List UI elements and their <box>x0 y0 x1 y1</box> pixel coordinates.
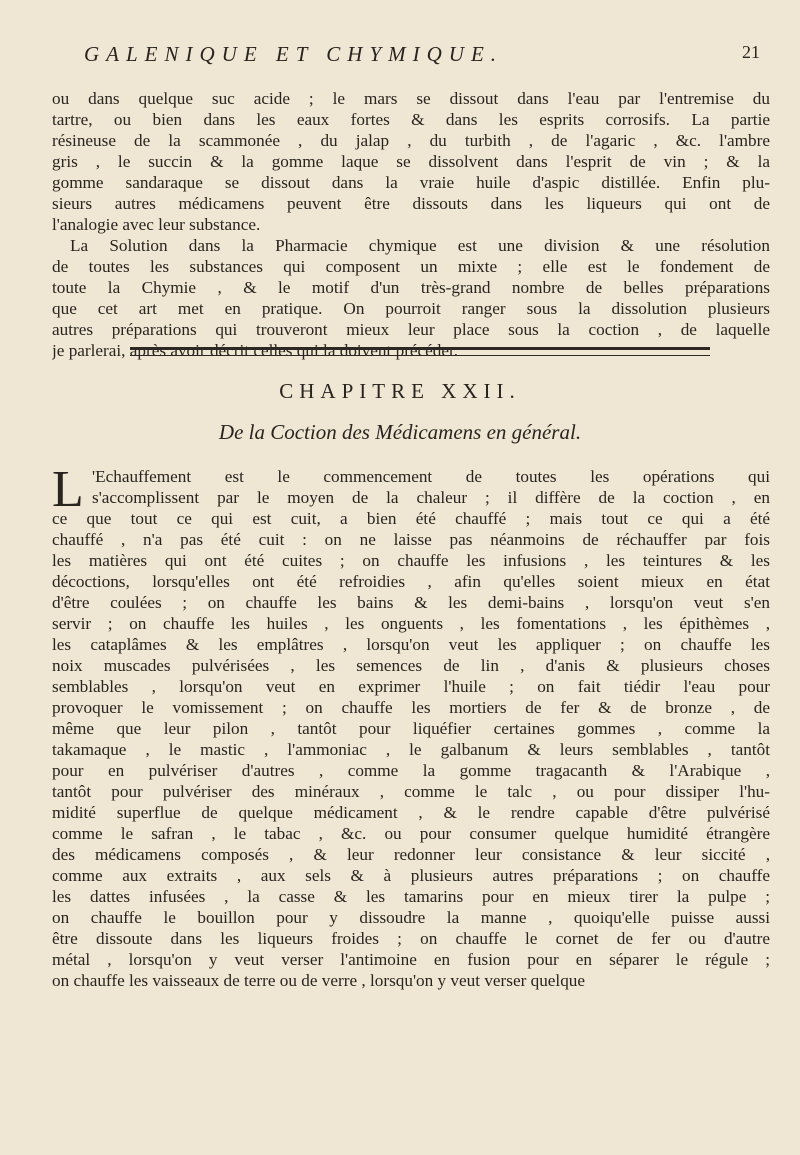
text-line: midité superflue de quelque médicament , & le rendre capable d'être pulvérisé <box>52 803 770 822</box>
text-line: ou dans quelque suc acide ; le mars se dissout dans l'eau par l'entremise du <box>52 89 770 108</box>
chapter-heading: CHAPITRE XXII. <box>279 379 521 403</box>
text-line: des médicamens composés , & leur redonner leur consistance & leur siccité , <box>52 845 770 864</box>
text-line: chauffé , n'a pas été cuit : on ne laisse pas néanmoins de réchauffer par fois <box>52 530 770 549</box>
text-line: les dattes infusées , la casse & les tamarins pour en mieux tirer la pulpe ; <box>52 887 770 906</box>
text-line: sieurs autres médicamens peuvent être dissouts dans les liqueurs qui ont de <box>52 194 770 213</box>
paragraph-solution <box>52 235 770 361</box>
text-line: comme aux extraits , aux sels & à plusieurs autres préparations ; on chauffe <box>52 866 770 885</box>
text-line: tartre, ou bien dans les eaux fortes & dans les esprits corrosifs. La partie <box>52 110 770 129</box>
text-line: les cataplâmes & les emplâtres , lorsqu'on veut les appliquer ; on chauffe les <box>52 635 770 654</box>
text-line: takamaque , le mastic , l'ammoniac , le galbanum & leurs semblables , tantôt <box>52 740 770 759</box>
text-line: on chauffe les vaisseaux de terre ou de verre , lorsqu'on y veut verser quelque <box>52 971 586 990</box>
text-line: comme le safran , le tabac , &c. ou pour consumer quelque humidité étrangère <box>52 824 770 843</box>
text-line: servir ; on chauffe les huiles , les onguents , les fomentations , les épithèmes , <box>52 614 770 633</box>
text-line: résineuse de la scammonée , du jalap , du turbith , de l'agaric , &c. l'ambre <box>52 131 770 150</box>
text-line: autres préparations qui trouveront mieux leur place sous la coction , de laquelle <box>52 320 770 339</box>
text-line: gris , le succin & la gomme laque se dissolvent dans l'esprit de vin ; & la <box>52 152 770 171</box>
text-line: tantôt pour pulvériser des minéraux , comme le talc , ou pour dissiper l'hu- <box>52 782 770 801</box>
text-line: s'accomplissent par le moyen de la chaleur ; il diffère de la coction , en <box>92 488 770 507</box>
text-line: l'analogie avec leur substance. <box>52 215 261 234</box>
text-line: La Solution dans la Pharmacie chymique est une division & une résolution <box>70 236 770 255</box>
text-line: noix muscades pulvérisées , les semences de lin , d'anis & plusieurs choses <box>52 656 770 675</box>
text-line: être dissoute dans les liqueurs froides ; on chauffe le cornet de fer ou d'autre <box>52 929 770 948</box>
text-line: provoquer le vomissement ; on chauffe les mortiers de fer & de bronze , de <box>52 698 770 717</box>
page-number: 21 <box>742 42 760 62</box>
text-line: d'être coulées ; on chauffe les bains & les demi-bains , lorsqu'on veut s'en <box>52 593 770 612</box>
text-line: décoctions, lorsqu'elles ont été refroidies , afin qu'elles soient mieux en état <box>52 572 770 591</box>
paragraph-dissolution-end <box>52 88 770 235</box>
section-divider <box>130 347 710 356</box>
text-line: je parlerai, après avoir décrit celles qui la doivent précéder. <box>52 341 459 360</box>
text-line: les matières qui ont été cuites ; on chauffe les infusions , les teintures & les <box>52 551 770 570</box>
text-line: que cet art met en pratique. On pourroit ranger sous la dissolution plusieurs <box>52 299 770 318</box>
text-line: toute la Chymie , & le motif d'un très-grand nombre de belles préparations <box>52 278 770 297</box>
drop-cap: L <box>52 461 84 518</box>
text-line: ce que tout ce qui est cuit, a bien été chauffé ; mais tout ce qui a été <box>52 509 770 528</box>
running-head: GALENIQUE ET CHYMIQUE. <box>84 42 504 66</box>
text-line: métal , lorsqu'on y veut verser l'antimoine en fusion pour en séparer le régule ; <box>52 950 770 969</box>
text-line: gomme sandaraque se dissout dans la vraie huile d'aspic distillée. Enfin plu- <box>52 173 770 192</box>
text-line: même que leur pilon , tantôt pour liquéfier certaines gommes , comme la <box>52 719 770 738</box>
text-line: de toutes les substances qui composent un mixte ; elle est le fondement de <box>52 257 770 276</box>
text-line: on chauffe le bouillon pour y dissoudre la manne , quoiqu'elle puisse aussi <box>52 908 770 927</box>
text-line: 'Echauffement est le commencement de toutes les opérations qui <box>92 467 770 486</box>
text-line: semblables , lorsqu'on veut en exprimer l'huile ; on fait tiédir l'eau pour <box>52 677 770 696</box>
chapter-title: De la Coction des Médicamens en général. <box>218 420 582 444</box>
text-line: pour en pulvériser d'autres , comme la gomme tragacanth & l'Arabique , <box>52 761 770 780</box>
paragraph-coction <box>52 461 770 991</box>
